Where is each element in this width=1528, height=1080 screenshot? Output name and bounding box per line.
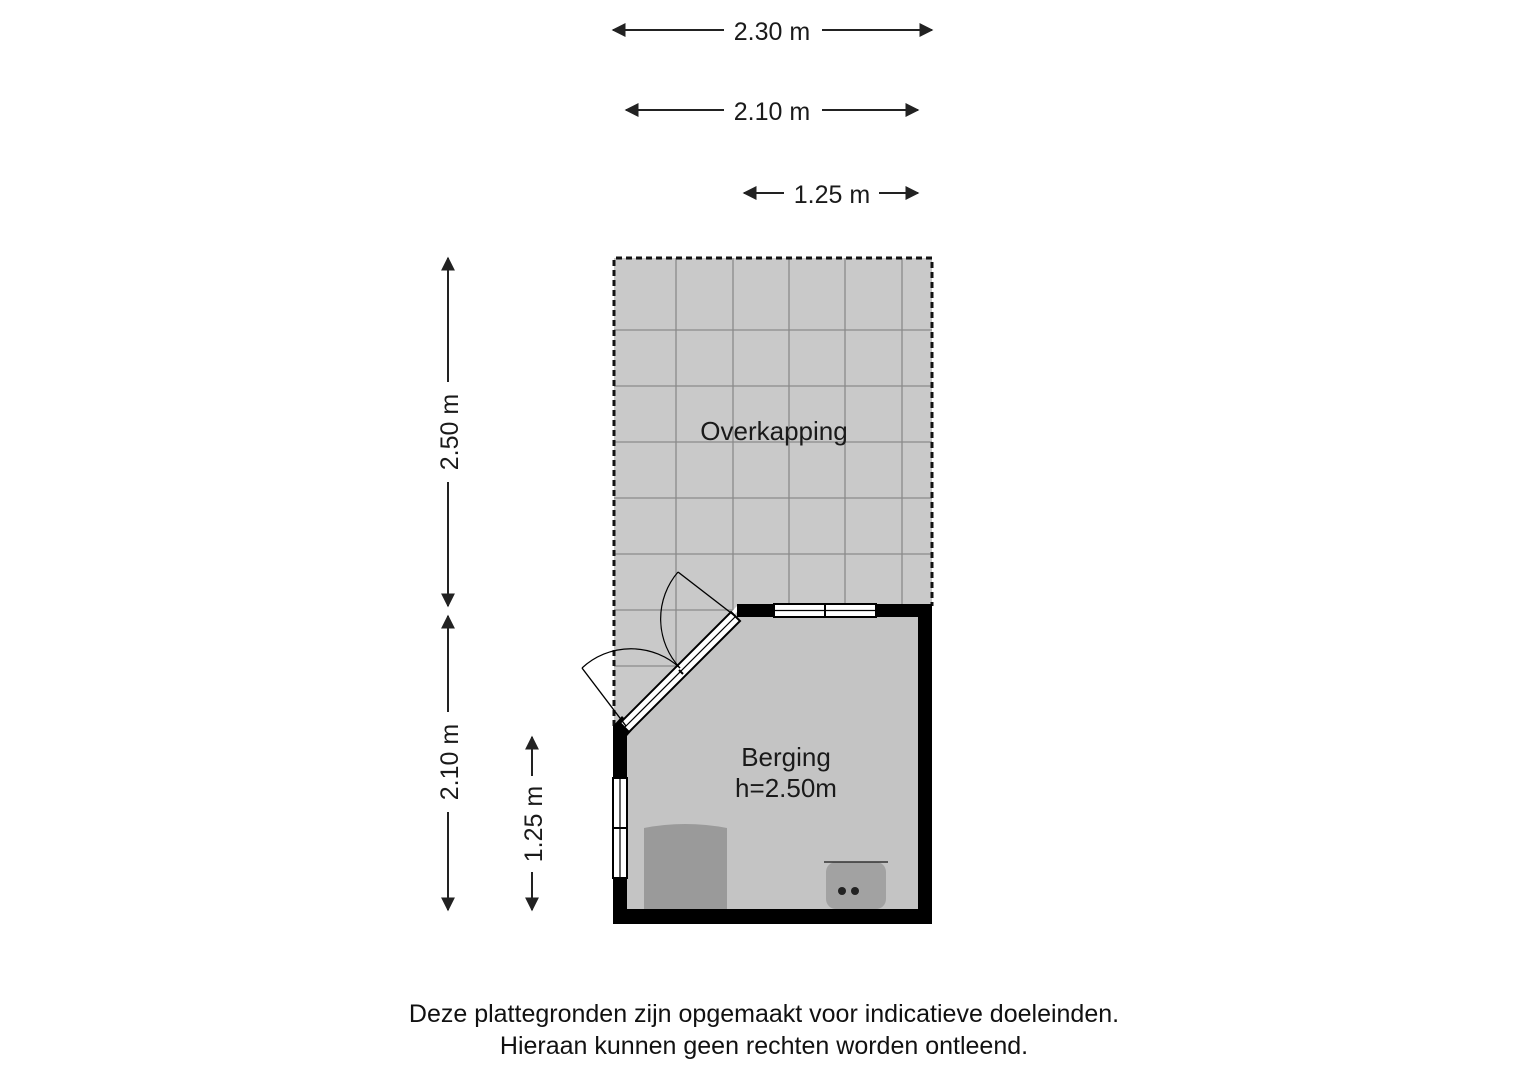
dimension-left-lower	[436, 616, 464, 910]
dimension-left-window-label: 1.25 m	[520, 785, 548, 863]
window-top	[774, 604, 876, 617]
wall-right	[918, 604, 932, 924]
berging-label: Berging	[741, 742, 831, 772]
overkapping-label: Overkapping	[700, 416, 848, 446]
dimension-left-upper	[436, 258, 464, 606]
disclaimer-line-2: Hieraan kunnen geen rechten worden ontleend.	[499, 1032, 1029, 1060]
dimension-left-lower-label: 2.10 m	[436, 723, 464, 801]
berging-height-label: h=2.50m	[735, 773, 837, 803]
dimension-top-inner	[626, 98, 918, 126]
dimension-top-inner-label: 2.10 m	[733, 98, 811, 126]
wall-left-lower	[613, 878, 627, 918]
dimension-top-overall-label: 2.30 m	[733, 18, 811, 46]
storage-cabinet	[644, 824, 727, 909]
dimension-top-right-label: 1.25 m	[793, 181, 871, 209]
disclaimer	[0, 998, 1528, 1062]
wall-top-left	[737, 604, 774, 617]
sink-unit	[824, 862, 888, 909]
window-left	[613, 778, 627, 878]
dimension-top-right	[744, 181, 918, 209]
dimension-top-overall	[613, 18, 932, 46]
dimension-left-window	[520, 737, 548, 910]
dimension-left-upper-label: 2.50 m	[436, 393, 464, 471]
disclaimer-line-1: Deze plattegronden zijn opgemaakt voor indicatieve doeleinden.	[408, 1000, 1120, 1028]
wall-bottom	[613, 909, 932, 924]
